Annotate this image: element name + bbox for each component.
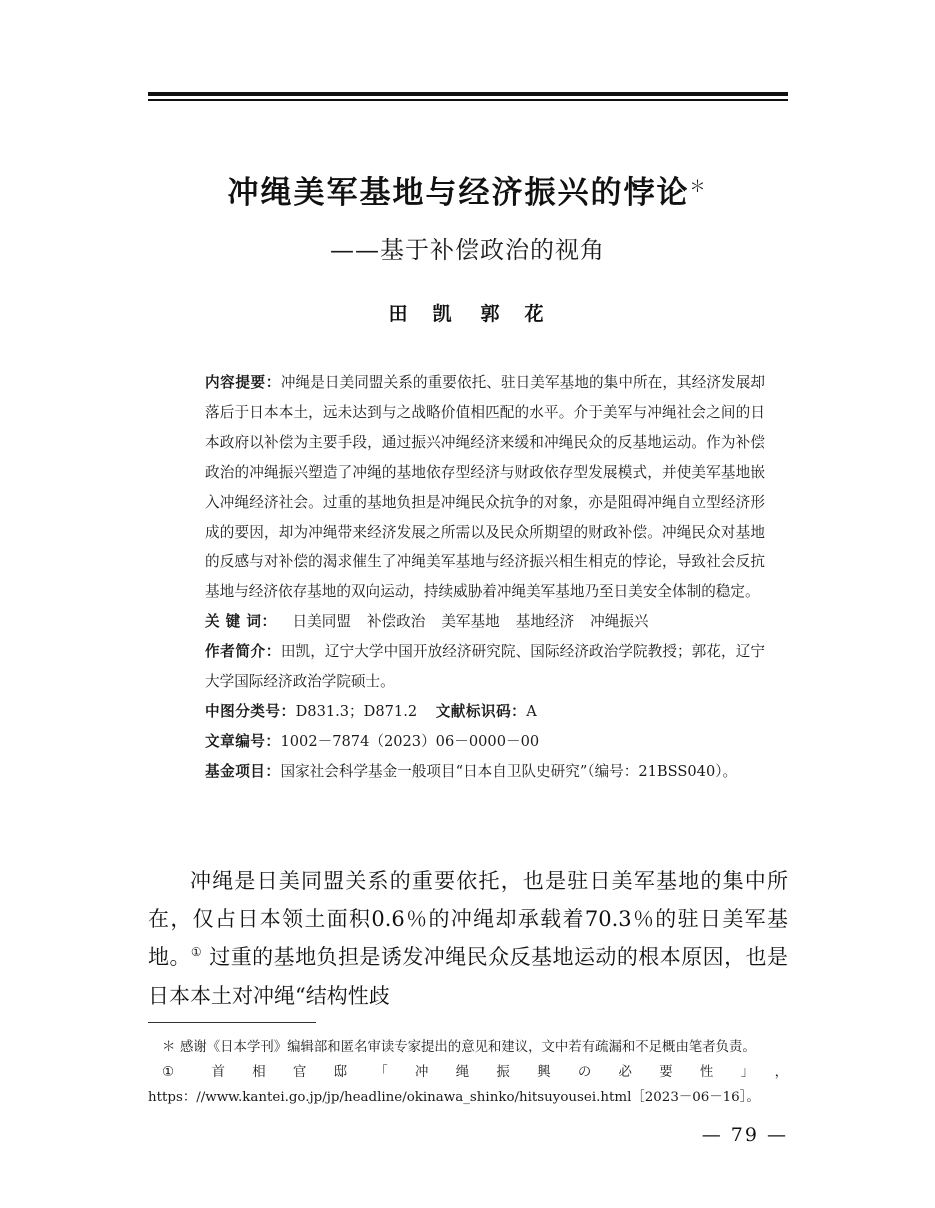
- page-subtitle: ——基于补偿政治的视角: [330, 236, 605, 265]
- author-name-2: 郭 花: [480, 303, 547, 326]
- header-rule-thin: [148, 99, 788, 101]
- author-bio-label: 作者简介：: [205, 643, 281, 661]
- clc-line: [205, 697, 765, 727]
- fund-line: [205, 757, 765, 787]
- author-list: [0, 299, 935, 326]
- abstract-label: 内容提要：: [205, 374, 281, 391]
- author-name-1: 田 凯: [388, 303, 455, 326]
- footnote-text-1: 首相官邸「冲绳振興の必要性」，https：//www.kantei.go.jp/jp/headline/okinawa_shinko/hitsuyousei.html［2023－06－16］。: [148, 1064, 788, 1105]
- keywords-label: 关 键 词：: [205, 613, 277, 631]
- body-paragraph: [148, 862, 788, 1015]
- keyword-1: 日美同盟: [292, 613, 351, 631]
- page-title-text: 冲绳美军基地与经济振兴的悖论: [227, 175, 690, 211]
- fund-text: 国家社会科学基金一般项目“日本自卫队史研究”（编号：21BSS040）。: [280, 762, 738, 780]
- article-id-value: 1002－7874（2023）06－0000－00: [280, 732, 540, 750]
- footnote-item: [148, 1061, 788, 1111]
- body-text-before: 冲绳是日美同盟关系的重要依托，也是驻日美军基地的集中所在，仅占日本领土面积0.6％的冲绳却承载着70.3％的驻日美军基地。: [148, 869, 788, 970]
- abstract-section: [205, 368, 765, 787]
- doc-code-value: A: [526, 702, 537, 720]
- keyword-2: 补偿政治: [366, 613, 426, 631]
- footnote-marker-1: ①: [162, 1064, 175, 1080]
- doc-code-label: 文献标识码：: [435, 702, 527, 720]
- page-title: [0, 175, 935, 212]
- abstract-paragraph: [205, 368, 765, 607]
- footnote-marker-star: ＊: [162, 1040, 176, 1055]
- clc-label: 中图分类号：: [205, 702, 296, 720]
- keyword-5: 冲绳振兴: [590, 613, 649, 631]
- footnote-text-star: 感谢《日本学刊》编辑部和匿名审读专家提出的意见和建议，文中若有疏漏和不足概由笔者负责。: [180, 1040, 756, 1055]
- page-number: — 79 —: [701, 1124, 788, 1146]
- footnote-item: [148, 1036, 788, 1061]
- keyword-3: 美军基地: [441, 613, 500, 631]
- footnotes-section: [148, 1036, 788, 1110]
- header-double-rule: [148, 92, 788, 101]
- footnote-reference-1[interactable]: ①: [190, 945, 203, 960]
- title-block: [0, 175, 935, 326]
- article-id-label: 文章编号：: [205, 732, 281, 750]
- clc-value: D831.3；D871.2: [295, 702, 418, 720]
- header-rule-thick: [148, 92, 788, 96]
- article-id-line: [205, 727, 765, 757]
- footnote-divider: [148, 1022, 316, 1023]
- author-bio-line: [205, 637, 765, 697]
- keyword-4: 基地经济: [515, 613, 575, 631]
- body-text-after: 过重的基地负担是诱发冲绳民众反基地运动的根本原因，也是日本本土对冲绳“结构性歧: [148, 945, 789, 1008]
- title-footnote-marker: ＊: [689, 176, 708, 196]
- fund-label: 基金项目：: [205, 762, 281, 780]
- author-bio-text: 田凯，辽宁大学中国开放经济研究院、国际经济政治学院教授；郭花，辽宁大学国际经济政治学院硕士。: [205, 643, 765, 691]
- abstract-text: 冲绳是日美同盟关系的重要依托、驻日美军基地的集中所在，其经济发展却落后于日本本土，远未达到与之战略价值相匹配的水平。介于美军与冲绳社会之间的日本政府以补偿为主要手段，通过振兴冲绳经济来缓和冲绳民众的反基地运动。作为补偿政治的冲绳振兴塑造了冲绳的基地依存型经济与财政依存型发展模式，并使美军基地嵌入冲绳经济社会。过重的基地负担是冲绳民众抗争的对象，亦是阻碍冲绳自立型经济形成的要因，却为冲绳带来经济发展之所需以及民众所期望的财政补偿。冲绳民众对基地的反感与对补偿的渴求催生了冲绳美军基地与经济振兴相生相克的悖论，导致社会反抗基地与经济依存基地的双向运动，持续威胁着冲绳美军基地乃至日美安全体制的稳定。: [205, 374, 765, 601]
- keywords-line: [205, 607, 765, 637]
